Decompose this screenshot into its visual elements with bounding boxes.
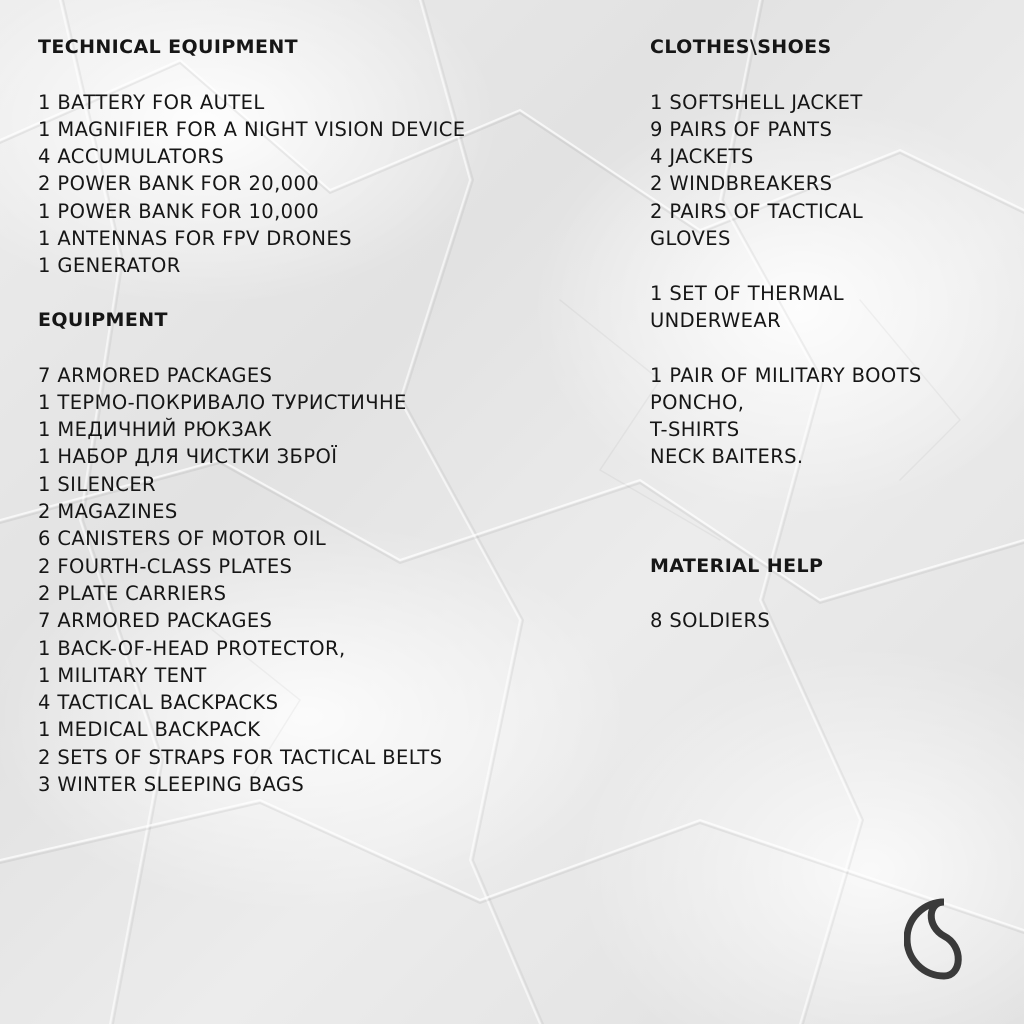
spacer bbox=[38, 61, 618, 88]
list-item: 8 SOLDIERS bbox=[650, 609, 771, 633]
list-item: 1 BACK-OF-HEAD PROTECTOR, bbox=[38, 636, 346, 660]
material-help-list bbox=[650, 607, 1000, 634]
list-item: GLOVES bbox=[650, 227, 731, 251]
cs-monogram-icon bbox=[904, 896, 986, 982]
list-item: 2 PAIRS OF TACTICAL bbox=[650, 199, 864, 223]
list-item: 6 CANISTERS OF MOTOR OIL bbox=[38, 527, 327, 551]
list-item: 1 МЕДИЧНИЙ РЮКЗАК bbox=[38, 418, 273, 442]
spacer bbox=[650, 498, 1000, 525]
left-column bbox=[38, 34, 618, 798]
equipment-heading: EQUIPMENT bbox=[38, 308, 168, 331]
spacer bbox=[650, 471, 1000, 498]
list-item: UNDERWEAR bbox=[650, 308, 782, 332]
spacer bbox=[38, 334, 618, 361]
material-help-heading: MATERIAL HELP bbox=[650, 554, 824, 577]
list-item: 2 WINDBREAKERS bbox=[650, 172, 833, 196]
list-item: 1 MEDICAL BACKPACK bbox=[38, 718, 261, 742]
list-item: 2 SETS OF STRAPS FOR TACTICAL BELTS bbox=[38, 745, 443, 769]
right-column bbox=[650, 34, 1000, 635]
list-item: 1 ANTENNAS FOR FPV DRONES bbox=[38, 227, 352, 251]
list-item: 1 MAGNIFIER FOR A NIGHT VISION DEVICE bbox=[38, 117, 466, 141]
list-item: 4 TACTICAL BACKPACKS bbox=[38, 691, 279, 715]
list-item: 4 ACCUMULATORS bbox=[38, 145, 225, 169]
list-item: 9 PAIRS OF PANTS bbox=[650, 117, 833, 141]
equipment-list bbox=[38, 362, 618, 799]
list-item: 2 PLATE CARRIERS bbox=[38, 581, 227, 605]
list-item: 1 SILENCER bbox=[38, 472, 156, 496]
spacer bbox=[650, 61, 1000, 88]
list-item: PONCHO, bbox=[650, 390, 745, 414]
list-item: 1 ТЕРМО-ПОКРИВАЛО ТУРИСТИЧНЕ bbox=[38, 390, 407, 414]
list-item: 2 FOURTH-CLASS PLATES bbox=[38, 554, 293, 578]
list-item: 1 MILITARY TENT bbox=[38, 663, 207, 687]
list-item: 1 НАБОР ДЛЯ ЧИСТКИ ЗБРОЇ bbox=[38, 445, 338, 469]
list-item: 1 PAIR OF MILITARY BOOTS bbox=[650, 363, 922, 387]
list-item: 1 GENERATOR bbox=[38, 254, 181, 278]
list-item: 3 WINTER SLEEPING BAGS bbox=[38, 773, 305, 797]
list-gap bbox=[650, 252, 1000, 279]
list-item: 2 MAGAZINES bbox=[38, 500, 178, 524]
list-gap bbox=[650, 334, 1000, 361]
spacer bbox=[38, 280, 618, 307]
list-item: 1 SOFTSHELL JACKET bbox=[650, 90, 863, 114]
spacer bbox=[650, 580, 1000, 607]
list-item: 2 POWER BANK FOR 20,000 bbox=[38, 172, 320, 196]
clothes-shoes-heading: CLOTHES\SHOES bbox=[650, 36, 832, 58]
list-item: NECK BAITERS. bbox=[650, 445, 804, 469]
list-item: 7 ARMORED PACKAGES bbox=[38, 609, 273, 633]
list-item: T-SHIRTS bbox=[650, 418, 740, 442]
technical-equipment-heading: TECHNICAL EQUIPMENT bbox=[38, 36, 299, 58]
list-item: 7 ARMORED PACKAGES bbox=[38, 363, 273, 387]
spacer bbox=[650, 525, 1000, 552]
list-item: 1 BATTERY FOR AUTEL bbox=[38, 90, 265, 114]
list-item: 1 POWER BANK FOR 10,000 bbox=[38, 199, 320, 223]
list-item: 4 JACKETS bbox=[650, 145, 754, 169]
clothes-shoes-list bbox=[650, 89, 1000, 471]
technical-equipment-list bbox=[38, 89, 618, 280]
list-item: 1 SET OF THERMAL bbox=[650, 281, 845, 305]
